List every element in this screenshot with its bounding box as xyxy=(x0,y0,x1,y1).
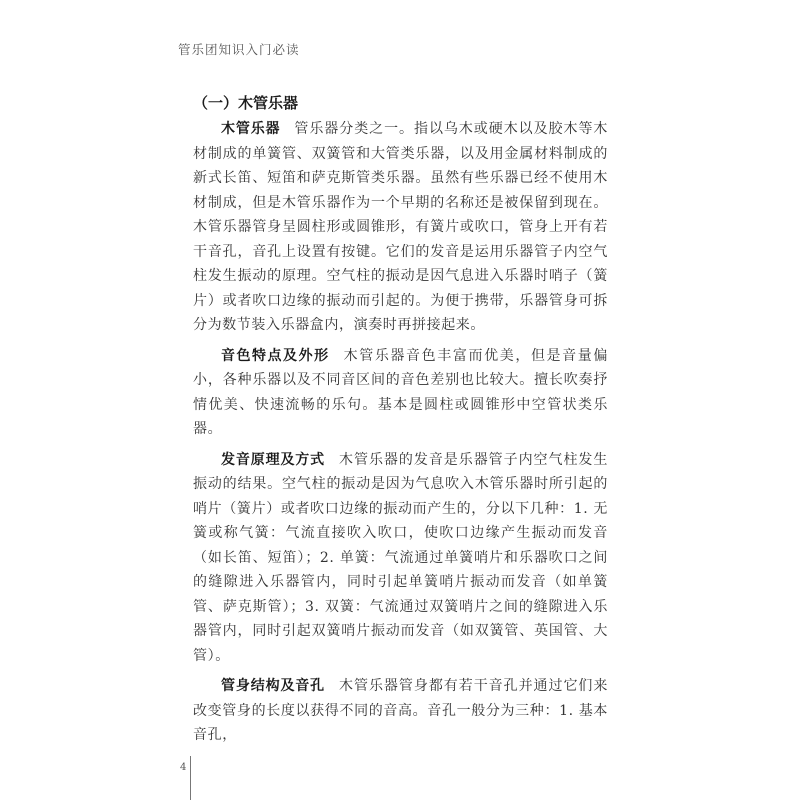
term-woodwind: 木管乐器 xyxy=(221,121,281,137)
paragraph-woodwind-definition xyxy=(193,117,608,338)
paragraph-timbre-shape xyxy=(193,344,608,442)
paragraph-text: 木管乐器的发音是乐器管子内空气柱发生振动的结果。空气柱的振动是因为气息吹入木管乐器时所引起的哨片（簧片）或者吹口边缘的振动而产生的，分以下几种：1. 无簧或称气簧：气流直接吹入吹口，使吹口边缘产生振动而发音（如长笛、短笛）；2. 单簧：气流通过单簧哨片和乐器吹口之间的缝隙进入乐器管内，同时引起单簧哨片振动而发音（如单簧管、萨克斯管）；3. 双簧：气流通过双簧哨片之间的缝隙进入乐器管内，同时引起双簧哨片振动而发音（如双簧管、英国管、大管）。 xyxy=(193,451,608,664)
body-text xyxy=(193,117,608,754)
paragraph-text: 木管乐器管身都有若干音孔并通过它们来改变管身的长度以获得不同的音高。音孔一般分为三种：1. 基本音孔， xyxy=(193,678,608,743)
term-timbre-shape: 音色特点及外形 xyxy=(221,347,330,364)
section-heading: （一）木管乐器 xyxy=(193,94,299,112)
paragraph-text: 木管乐器音色丰富而优美，但是音量偏小，各种乐器以及不同音区间的音色差别也比较大。擅长吹奏抒情优美、快速流畅的乐句。基本是圆柱或圆锥形中空管状类乐器。 xyxy=(193,347,608,437)
running-head: 管乐团知识入门必读 xyxy=(178,42,300,57)
margin-rule xyxy=(190,756,191,800)
paragraph-tube-structure xyxy=(193,674,608,748)
page-number: 4 xyxy=(180,762,187,773)
paragraph-text: 管乐器分类之一。指以乌木或硬木以及胶木等木材制成的单簧管、双簧管和大管类乐器，以及用金属材料制成的新式长笛、短笛和萨克斯管类乐器。虽然有些乐器已经不使用木材制成，但是木管乐器作为一个早期的名称还是被保留到现在。木管乐器管身呈圆柱形或圆锥形，有簧片或吹口，管身上开有若干音孔，音孔上设置有按键。它们的发音是运用乐器管子内空气柱发生振动的原理。空气柱的振动是因气息进入乐器时哨子（簧片）或者吹口边缘的振动而引起的。为便于携带，乐器管身可拆分为数节装入乐器盒内，演奏时再拼接起来。 xyxy=(193,121,608,333)
paragraph-sound-principle xyxy=(193,448,608,669)
term-tube-structure: 管身结构及音孔 xyxy=(221,678,326,694)
term-sound-principle: 发音原理及方式 xyxy=(221,451,326,468)
